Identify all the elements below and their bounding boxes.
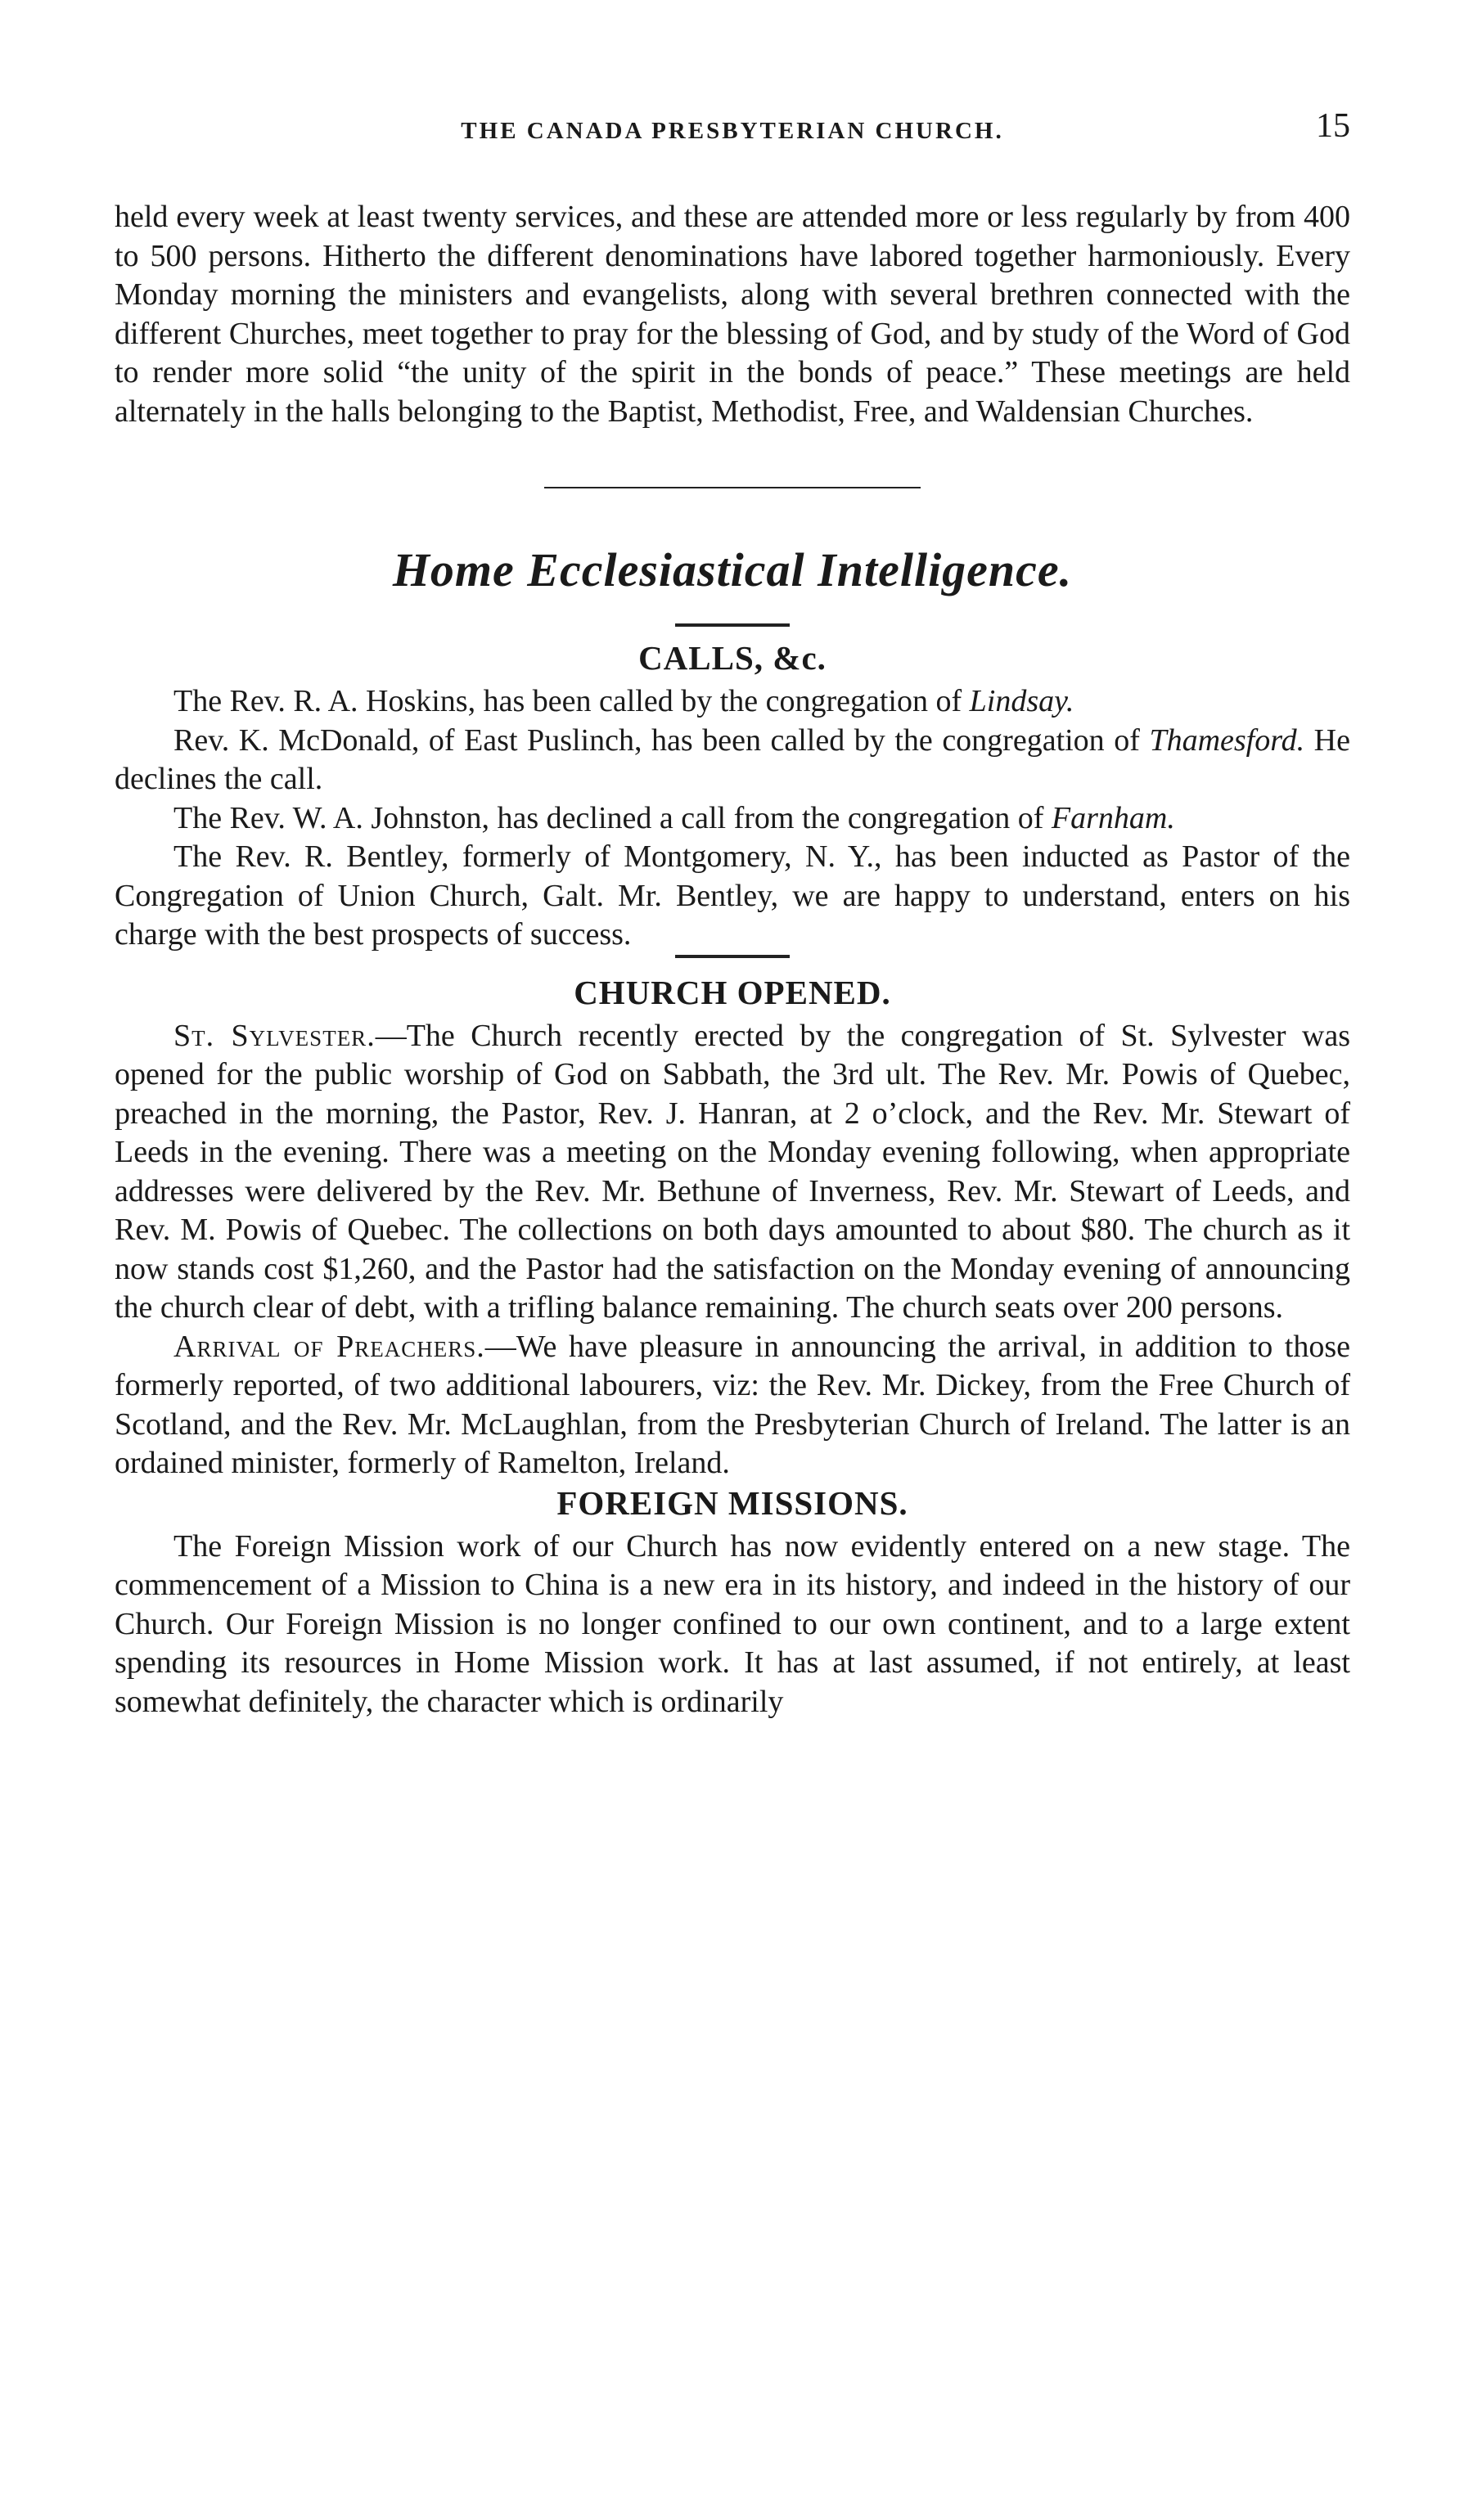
foreign-missions-heading: FOREIGN MISSIONS. — [556, 1483, 908, 1522]
page — [115, 106, 1350, 1721]
calls-p2-text: Rev. K. McDonald, of East Puslinch, has been called by the congregation of — [173, 722, 1150, 758]
calls-p1-text: The Rev. R. A. Hoskins, has been called by the congregation of — [173, 684, 970, 718]
calls-p2-place: Thamesford. — [1149, 722, 1305, 758]
calls-paragraph-3 — [115, 799, 1350, 839]
page-number: 15 — [1316, 107, 1350, 145]
opening-paragraph: held every week at least twenty services, and these are attended more or less regularly by from 400 to 500 persons. Hitherto the different denominations have labored together harmoniously. Every Monday morning the ministers and evangelists, along with several brethren connected with the different Churches, meet together to pray for the blessing of God, and by study of the Word of God to render more solid “the unity of the spirit in the bonds of peace.” These meetings are held alternately in the halls belonging to the Baptist, Methodist, Free, and Waldensian Churches. — [115, 200, 1350, 429]
running-title: THE CANADA PRESBYTERIAN CHURCH. — [461, 118, 1004, 144]
calls-p3-text: The Rev. W. A. Johnston, has declined a call from the congregation of — [173, 800, 1052, 835]
short-rule-church — [675, 955, 790, 958]
short-rule-calls — [675, 623, 790, 627]
calls-heading: CALLS, &c. — [638, 639, 827, 677]
church-opened-lead-1: St. Sylvester. — [173, 1018, 376, 1053]
church-opened-paragraph-2 — [115, 1328, 1350, 1483]
calls-paragraph-1 — [115, 682, 1350, 722]
church-opened-lead-2: Arrival of Preachers. — [173, 1329, 485, 1364]
church-opened-paragraph-1 — [115, 1017, 1350, 1328]
calls-p3-place: Farnham. — [1051, 800, 1175, 835]
section-divider — [544, 487, 921, 488]
calls-paragraph-2 — [115, 722, 1350, 799]
calls-p1-place: Lindsay. — [969, 684, 1074, 718]
church-opened-text-2: —We have pleasure in announcing the arrival, in addition to those formerly reported, of two additional labourers, viz: the Rev. Mr. Dickey, from the Free Church of Scotland, and the Rev. Mr. McLaughlan, from the Presbyterian Church of Ireland. The latter is an ordained minister, formerly of Ramelton, Ireland. — [115, 1329, 1350, 1480]
running-head — [115, 106, 1350, 155]
calls-p2-text-end: He declines the call. — [115, 722, 1350, 796]
church-opened-text-1: —The Church recently erected by the congregation of St. Sylvester was opened for the public worship of God on Sabbath, the 3rd ult. The Rev. Mr. Powis of Quebec, preached in the morning, the Pastor, Rev. J. Hanran, at 2 o’clock, and the Rev. Mr. Stewart of Leeds in the evening. There was a meeting on the Monday evening following, when appropriate addresses were delivered by the Rev. Mr. Bethune of Inverness, Rev. Mr. Stewart of Leeds, and Rev. M. Powis of Quebec. The collections on both days amounted to about $80. The church as it now stands cost $1,260, and the Pastor had the satisfaction on the Monday evening of announcing the church clear of debt, with a trifling balance remaining. The church seats over 200 persons. — [115, 1018, 1350, 1325]
section-title: Home Ecclesiastical Intelligence. — [392, 543, 1073, 596]
calls-paragraph-4: The Rev. R. Bentley, formerly of Montgomery, N. Y., has been inducted as Pastor of the Congregation of Union Church, Galt. Mr. Bentley, we are happy to understand, enters on his charge with the best prospects of success. — [115, 839, 1350, 952]
church-opened-heading: CHURCH OPENED. — [574, 973, 891, 1011]
foreign-missions-paragraph-1: The Foreign Mission work of our Church has now evidently entered on a new stage. The commencement of a Mission to China is a new era in its history, and indeed in the history of our Church. Our Foreign Mission is no longer confined to our own continent, and to a large extent spending its resources in Home Mission work. It has at last assumed, if not entirely, at least somewhat definitely, the character which is ordinarily — [115, 1528, 1350, 1719]
